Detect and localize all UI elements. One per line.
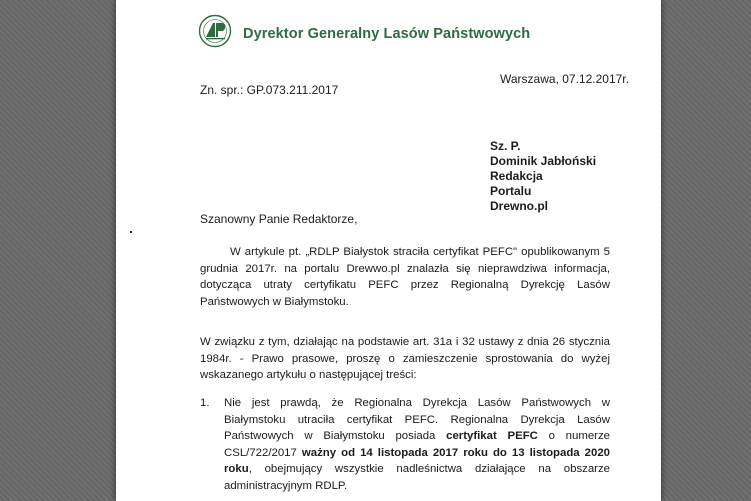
- addressee-block: [490, 139, 596, 214]
- list-item-text: o numerze CSL/722/2017: [224, 430, 610, 459]
- list-item-text: , obejmujący wszystkie nadleśnictwa działające na obszarze administracyjnym RDLP.: [224, 463, 610, 492]
- scan-mark: [130, 231, 132, 233]
- paragraph-2: W związku z tym, działając na podstawie art. 31a i 32 ustawy z dnia 26 stycznia 1984r. - Prawo prasowe, proszę o zamieszczenie sprostowania do wyżej wskazanego artykułu o następującej treści:: [200, 336, 610, 381]
- addressee-line: Portalu: [490, 184, 532, 198]
- list-item-1: [200, 395, 610, 494]
- addressee-line: Sz. P.: [490, 139, 521, 153]
- list-item-text: Nie jest prawdą, że Regionalna Dyrekcja Lasów Państwowych w Białymstoku utraciła certyfikat PEFC. Regionalna Dyrekcja Lasów Państwowych w Białymstoku posiada: [224, 397, 610, 442]
- lasy-panstwowe-logo: [198, 14, 232, 48]
- letter-page: [116, 0, 661, 501]
- list-item-bold: ważny od 14 listopada 2017 roku do 13 listopada 2020 roku: [224, 446, 611, 475]
- addressee-line: Dominik Jabłoński: [490, 154, 597, 168]
- addressee-line: Drewno.pl: [490, 199, 549, 213]
- list-item-bold: certyfikat PEFC: [446, 430, 538, 442]
- letterhead-title: Dyrektor Generalny Lasów Państwowych: [243, 26, 531, 42]
- place-date: Warszawa, 07.12.2017r.: [500, 72, 629, 86]
- salutation: Szanowny Panie Redaktorze,: [200, 212, 358, 226]
- reference-number: Zn. spr.: GP.073.211.2017: [200, 83, 339, 97]
- addressee-line: Redakcja: [490, 169, 543, 183]
- paragraph-1: W artykule pt. „RDLP Białystok straciła certyfikat PEFC" opublikowanym 5 grudnia 2017r. na portalu Drewwo.pl znalazła się nieprawdziwa informacja, dotycząca utraty certyfikatu PEFC przez Regionalną Dyrekcję Lasów Państwowych w Białymstoku.: [200, 246, 610, 308]
- list-item-number: 1.: [200, 397, 210, 409]
